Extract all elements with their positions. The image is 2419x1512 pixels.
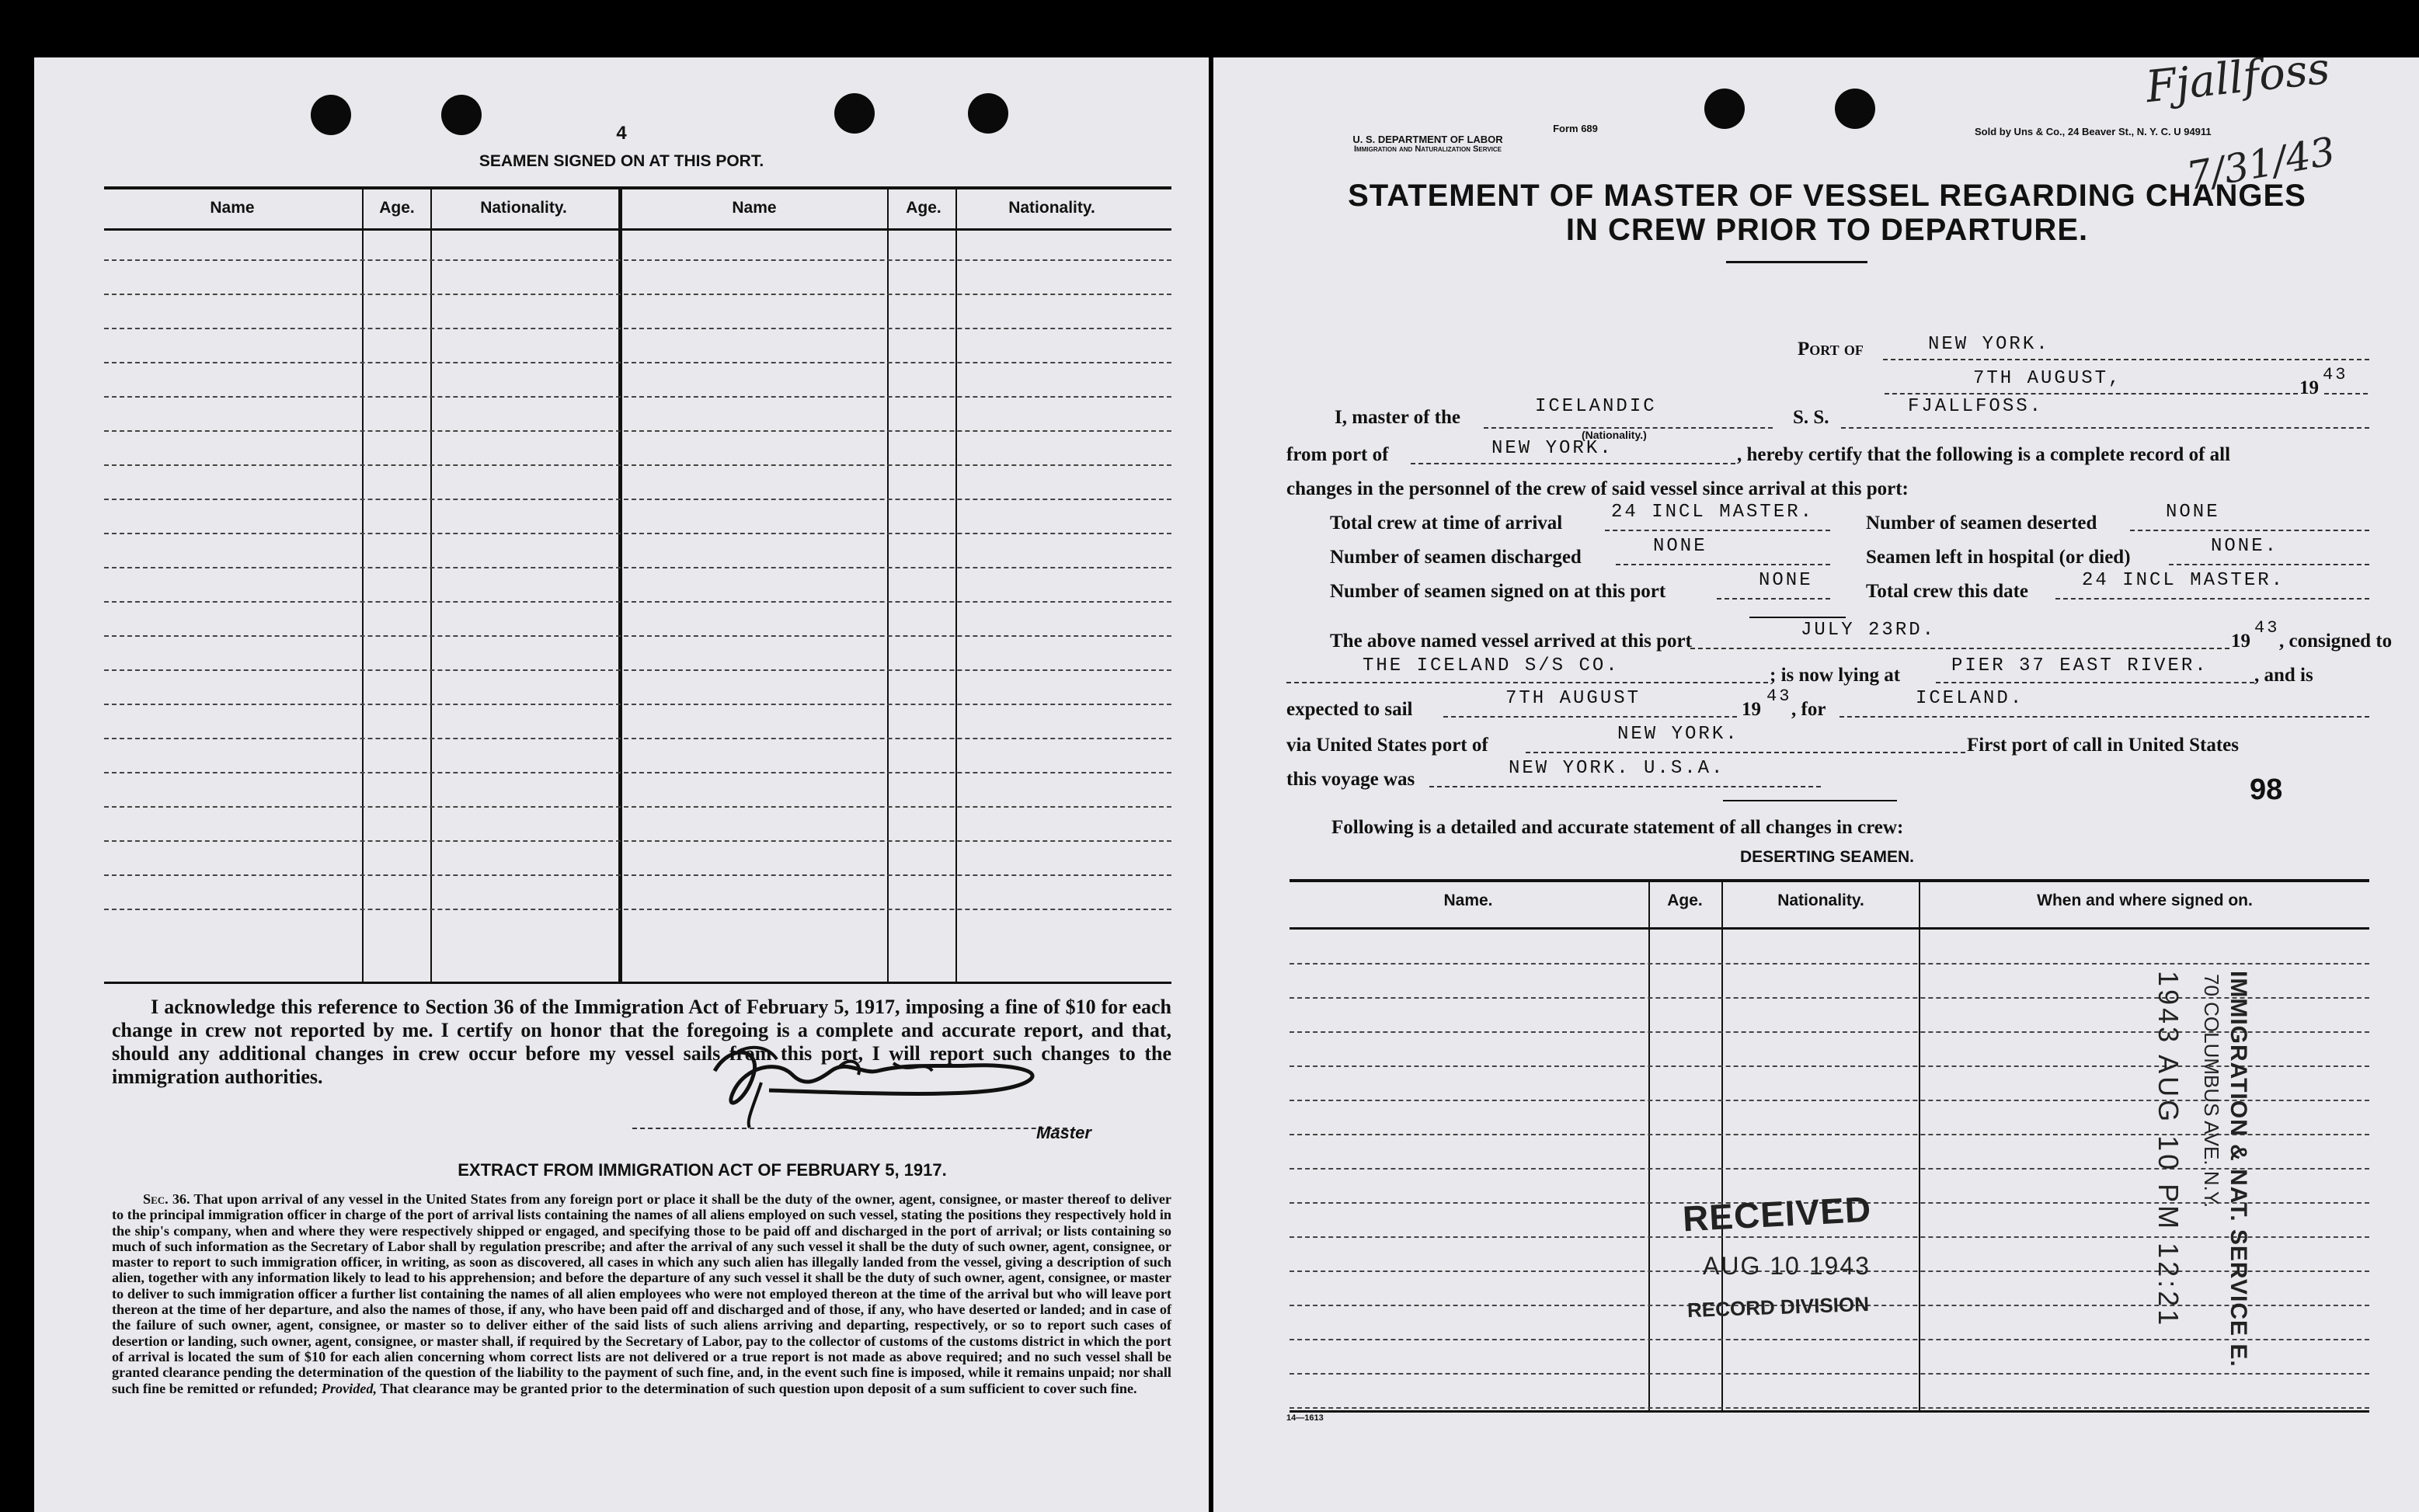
consigned-label: , consigned to: [2279, 631, 2393, 652]
deserted-value: NONE: [2166, 502, 2220, 523]
col-header-name-2: Name: [732, 199, 777, 217]
table-row: [104, 362, 1171, 363]
ss-label: S. S.: [1793, 407, 1829, 428]
arrived-year-prefix: 19: [2231, 631, 2250, 652]
consignee-line: [1286, 682, 1768, 683]
address-stamp-vertical: 70 COLUMBUS AVE. N.Y.: [2200, 974, 2223, 1208]
header-rule: [104, 228, 1171, 231]
extract-text: That upon arrival of any vessel in the United States from any foreign port or place it shall be the duty of the owner, agent, consignee, or master thereof to deliver to the principal immigration officer in charge of the port of arrival lists containing the names of all aliens employed on such vessel, stating the positions they respectively hold in the ship's company, when and where they were respectively shipped or engaged, and specifying those to be paid off and discharged in the port of arrival; or lists containing so much of such information as the Secretary of Labor shall by regulation prescribe; and after the arrival of any such vessel it shall be the duty of such owner, agent, consignee, or master to report to such immigration officer, in writing, as soon as discovered, all cases in which any such alien has illegally landed from the vessel, giving a description of such alien, together with any information likely to lead to his apprehension; and before the departure of any such vessel it shall be the duty of such owner, agent, consignee, or master to deliver to such immigration officer a further list containing the names of all alien employees who were not employed thereon at the time of the arrival but who will leave port thereon at the time of her departure, and also the names of those, if any, who have been paid off and discharged and of those, if any, who have deserted or landed; and in case of the failure of such owner, agent, consignee, or master so to deliver either of the said lists of such aliens arriving and departing, respectively, or so to report such cases of desertion or landing, such owner, agent, consignee, or master shall, if required by the Secretary of Labor, pay to the collector of customs of the customs district in which the port of arrival is located the sum of $10 for each alien concerning whom correct lists are not delivered or a true report is not made as above required; and no such vessel shall be granted clearance pending the determination of the question of the liability to the payment of such fine, and, in the event such fine is imposed, while it remains unpaid; nor shall such fine be remitted or refunded;: [112, 1191, 1171, 1396]
signed-on-line: [1717, 598, 1830, 600]
table-row: [1290, 1236, 2369, 1238]
lying-line: [1936, 682, 2254, 683]
table-row: [104, 259, 1171, 261]
table-row: [104, 738, 1171, 739]
extract-section: Sec. 36.: [143, 1191, 190, 1207]
master-of-label: I, master of the: [1335, 407, 1460, 428]
immigration-stamp-vertical: IMMIGRATION & NAT. SERVICE E.: [2226, 971, 2251, 1368]
ss-line: [1841, 427, 2369, 429]
col-divider: [1648, 882, 1650, 1410]
and-is-text: , and is: [2254, 665, 2313, 686]
year-line: [2324, 393, 2368, 395]
col-header-nationality: Nationality.: [480, 199, 567, 217]
year-prefix: 19: [2299, 377, 2319, 398]
handwritten-vessel-name: Fjallfoss: [2143, 43, 2333, 113]
via-label: via United States port of: [1286, 735, 1488, 756]
sail-year: 43: [1766, 686, 1792, 706]
changes-text: changes in the personnel of the crew of said vessel since arrival at this port:: [1286, 478, 1909, 499]
discharged-value: NONE: [1653, 536, 1707, 557]
total-crew-arrival-value: 24 INCL MASTER.: [1611, 502, 1815, 523]
master-label: Master: [1036, 1123, 1091, 1142]
total-crew-date-line: [2055, 598, 2369, 600]
table-row: [104, 772, 1171, 773]
extract-title: EXTRACT FROM IMMIGRATION ACT OF FEBRUARY 5, 1917.: [458, 1160, 947, 1180]
from-port-label: from port of: [1286, 444, 1389, 465]
deserting-title: DESERTING SEAMEN.: [1739, 848, 1915, 866]
sail-line: [1443, 716, 1737, 718]
total-crew-date-label: Total crew this date: [1866, 581, 2029, 602]
total-crew-date-value: 24 INCL MASTER.: [2082, 570, 2285, 591]
right-page: [1213, 43, 2419, 1512]
arrived-label: The above named vessel arrived at this port: [1330, 631, 1692, 652]
received-stamp: RECEIVED: [1681, 1188, 1873, 1239]
table-row: [1290, 1339, 2369, 1340]
department: U. S. DEPARTMENT OF LABOR: [1352, 134, 1503, 145]
header-rule: [1290, 927, 2369, 930]
table-row: [1290, 963, 2369, 965]
table-row: [104, 601, 1171, 603]
record-division-stamp: RECORD DIVISION: [1686, 1291, 1870, 1323]
year-value: 43: [2323, 365, 2348, 384]
table-row: [104, 874, 1171, 876]
following-text: Following is a detailed and accurate statement of all changes in crew:: [1331, 817, 1904, 838]
col-header-nationality: Nationality.: [1777, 892, 1864, 909]
port-of-line: [1883, 359, 2369, 360]
table-row: [104, 567, 1171, 568]
table-row: [104, 704, 1171, 705]
hospital-line: [2169, 564, 2369, 565]
extract-provided: Provided,: [321, 1380, 377, 1396]
form-title-line-1: STATEMENT OF MASTER OF VESSEL REGARDING CHANGES: [1348, 179, 2306, 213]
ss-value: FJALLFOSS.: [1908, 396, 2044, 417]
certify-text: , hereby certify that the following is a complete record of all: [1737, 444, 2231, 465]
for-line: [1839, 716, 2369, 718]
lying-value: PIER 37 EAST RIVER.: [1951, 655, 2208, 676]
table-row: [1290, 1407, 2369, 1409]
table-row: [104, 396, 1171, 398]
title-rule: [1726, 261, 1867, 263]
port-of-value: NEW YORK.: [1928, 334, 2050, 355]
table-row: [104, 430, 1171, 432]
hospital-label: Seamen left in hospital (or died): [1866, 547, 2131, 568]
extract-body: [112, 1191, 1171, 1396]
discharged-line: [1616, 564, 1830, 565]
col-divider: [362, 189, 364, 982]
table-row: [104, 499, 1171, 500]
sail-label: expected to sail: [1286, 699, 1413, 720]
total-crew-arrival-label: Total crew at time of arrival: [1330, 513, 1563, 534]
arrived-line: [1690, 648, 2229, 649]
from-port-line: [1411, 463, 1735, 464]
page-stamp-number: 98: [2250, 773, 2283, 806]
table-row: [1290, 1373, 2369, 1375]
table-row: [104, 328, 1171, 329]
from-port-value: NEW YORK.: [1491, 438, 1613, 459]
left-page: [34, 57, 1209, 1512]
via-value: NEW YORK.: [1617, 724, 1739, 745]
form-number: Form 689: [1553, 123, 1598, 134]
date-value: 7TH AUGUST,: [1973, 368, 2122, 389]
col-divider: [1721, 882, 1723, 1410]
col-header-name: Name.: [1443, 892, 1493, 909]
col-header-signed-on: When and where signed on.: [2037, 892, 2253, 909]
section-title: SEAMEN SIGNED ON AT THIS PORT.: [479, 152, 764, 170]
master-signature: [660, 1028, 1095, 1129]
table-row: [104, 294, 1171, 295]
service: Immigration and Naturalization Service: [1353, 144, 1502, 154]
table-row: [104, 533, 1171, 534]
port-of-label: Port of: [1798, 339, 1864, 360]
nationality-caption: (Nationality.): [1582, 429, 1647, 441]
page-number: 4: [616, 123, 627, 144]
master-signature-line: [632, 1128, 1067, 1129]
table-row: [104, 464, 1171, 466]
time-stamp-vertical: 1943 AUG 10 PM 12:21: [2153, 971, 2184, 1329]
hospital-value: NONE.: [2211, 536, 2279, 557]
nationality-value: ICELANDIC: [1535, 396, 1657, 417]
signed-on-label: Number of seamen signed on at this port: [1330, 581, 1666, 602]
extract-end: That clearance may be granted prior to the determination of such question upon deposit of a sum sufficient to cover such fine.: [380, 1380, 1137, 1396]
col-divider: [955, 189, 957, 982]
col-divider: [887, 189, 889, 982]
sold-by: Sold by Uns & Co., 24 Beaver St., N. Y. C. U 94911: [1975, 126, 2212, 137]
for-label: , for: [1791, 699, 1826, 720]
total-crew-arrival-line: [1605, 530, 1830, 531]
table-bottom-rule: [1290, 1410, 2369, 1413]
sail-value: 7TH AUGUST: [1505, 688, 1641, 709]
table-row: [104, 840, 1171, 842]
consignee-value: THE ICELAND S/S CO.: [1363, 655, 1620, 676]
this-voyage-value: NEW YORK. U.S.A.: [1509, 758, 1725, 779]
handwritten-date: 7/31/43: [2183, 128, 2339, 200]
acknowledgment-text: I acknowledge this reference to Section 36 of the Immigration Act of February 5, 1917, imposing a fine of $10 for each change in crew not reported by me. I certify on honor that the foregoing is a complete and accurate report, and that, should any additional changes in crew occur before my vessel sails from this port, I will report such changes to the immigration authorities.: [112, 996, 1171, 1088]
col-divider: [430, 189, 432, 982]
this-voyage-label: this voyage was: [1286, 769, 1415, 790]
discharged-label: Number of seamen discharged: [1330, 547, 1582, 568]
footer-code: 14—1613: [1286, 1413, 1324, 1423]
form-title-line-2: IN CREW PRIOR TO DEPARTURE.: [1565, 213, 2089, 247]
this-voyage-line: [1429, 786, 1821, 787]
table-row: [104, 635, 1171, 637]
via-line: [1526, 752, 1965, 753]
lying-label: ; is now lying at: [1770, 665, 1901, 686]
punch-hole: [1835, 89, 1875, 129]
signed-on-value: NONE: [1759, 570, 1813, 591]
col-header-age-2: Age.: [906, 199, 941, 217]
for-value: ICELAND.: [1916, 688, 2024, 709]
table-row: [104, 806, 1171, 808]
date-line: [1885, 393, 2298, 395]
deserted-line: [2130, 530, 2369, 531]
received-date-stamp: AUG 10 1943: [1703, 1252, 1871, 1280]
table-row: [104, 909, 1171, 910]
col-header-age: Age.: [379, 199, 415, 217]
col-header-name: Name: [210, 199, 255, 217]
col-divider: [1919, 882, 1920, 1410]
small-rule: [1723, 800, 1897, 801]
seamen-signed-on-table: [104, 186, 1171, 984]
arrived-value: JULY 23RD.: [1801, 620, 1937, 641]
center-divider: [618, 189, 622, 982]
table-row: [104, 669, 1171, 671]
first-port-label: First port of call in United States: [1967, 735, 2239, 756]
arrived-year: 43: [2254, 618, 2280, 638]
col-header-age: Age.: [1667, 892, 1703, 909]
sail-year-prefix: 19: [1742, 699, 1761, 720]
col-header-nationality-2: Nationality.: [1008, 199, 1095, 217]
small-rule: [1749, 617, 1846, 618]
deserted-label: Number of seamen deserted: [1866, 513, 2097, 534]
